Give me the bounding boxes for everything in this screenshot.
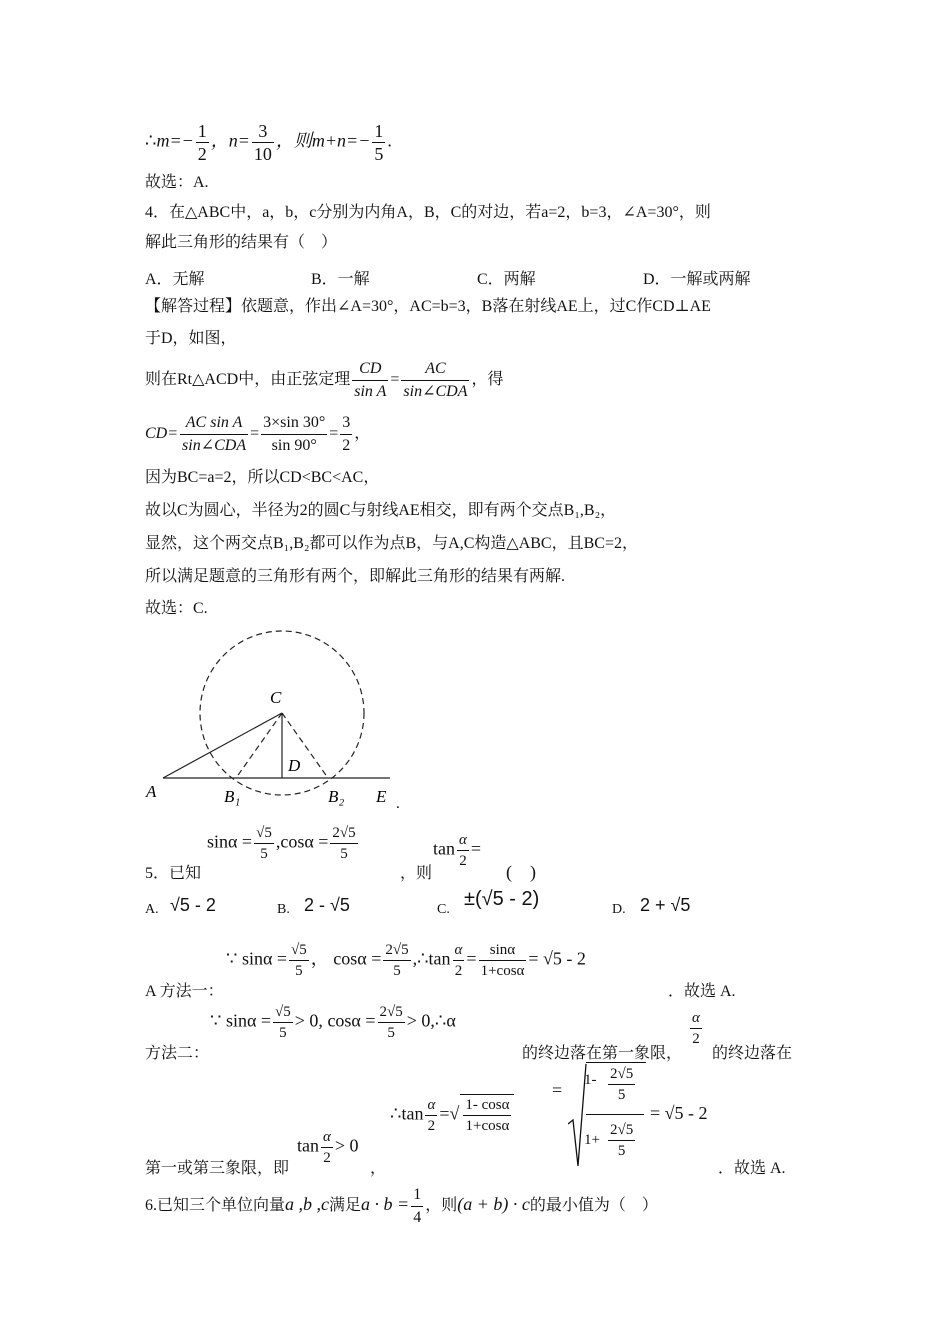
m1-result: = √5 - 2 bbox=[528, 948, 586, 969]
q4-cd-formula: CD= $\frac{\text{AC sin A}}{\text{sin∠CDA}}$ = $\frac{3\times\sin 30^\circ}{\sin 90^\circ}$ = $\frac{3}{2}$ ， bbox=[145, 412, 370, 457]
q5-method2-big-expr: ∴tan $\frac{\alpha}{2}$ =√ $\frac{1- \cos\alpha}{1+\cos\alpha}$ bbox=[390, 1094, 514, 1136]
q5-option-a-expr: √5 - 2 bbox=[170, 895, 216, 915]
m2-big-alpha: α bbox=[427, 1097, 436, 1113]
m1-sin-den: 5 bbox=[295, 963, 303, 979]
q4-circle: 故以C为圆心，半径为2的圆C与射线AE相交，即有两个交点B₁,B₂， bbox=[145, 502, 617, 519]
m1-sin: ∵ sinα = bbox=[226, 948, 288, 969]
q5-option-a-letter: A. bbox=[145, 902, 159, 917]
q6-stem-d: 的最小值为（ ） bbox=[529, 1197, 658, 1215]
q5-method1-expr: ∵ sinα = $\frac{√5}{5}$ ， cosα = $\frac{2√5}{5}$ ,∴tan $\frac{\alpha}{2}$ = $\frac{\sin\alpha}{1+\cos\alpha}$ = √5 - 2 bbox=[226, 942, 586, 979]
q4-option-d: D．一解或两解 bbox=[643, 271, 751, 288]
m2-gt2: > 0,∴α bbox=[406, 1010, 456, 1031]
q5-ask bbox=[433, 830, 481, 871]
q6-frac-num: 1 bbox=[411, 1184, 423, 1207]
inner-bot-label: 1+ bbox=[584, 1132, 600, 1148]
ask-tan: tan bbox=[433, 838, 455, 859]
m-numerator: 1 bbox=[197, 121, 207, 141]
q4-so: 所以满足题意的三角形有两个，即解此三角形的结果有两解. bbox=[145, 568, 566, 585]
q6-stem-c: ，则 bbox=[425, 1197, 458, 1215]
m-expression: m=− bbox=[156, 130, 194, 151]
q6-stem bbox=[145, 1184, 658, 1229]
m2-big-two: 2 bbox=[427, 1118, 436, 1134]
sine-frac2-den: sin∠CDA bbox=[403, 383, 468, 400]
segment-cb1 bbox=[236, 713, 282, 778]
m2-sin: ∵ sinα = bbox=[210, 1010, 272, 1031]
q5-method2-expr bbox=[210, 1002, 456, 1043]
q5-method2-tan-cond bbox=[297, 1127, 359, 1168]
cd-frac1-den: sin∠CDA bbox=[182, 437, 247, 454]
m2-half-two: 2 bbox=[692, 1031, 700, 1047]
q6-stem-a: 6.已知三个单位向量 bbox=[145, 1197, 286, 1215]
sum-denominator: 5 bbox=[374, 144, 384, 164]
m1-alpha: α bbox=[454, 942, 463, 958]
q5-method2-equals: = bbox=[552, 1080, 563, 1100]
q3-conclusion bbox=[145, 120, 392, 165]
m1-sin-num: √5 bbox=[289, 940, 309, 961]
m2-cond-two: 2 bbox=[323, 1150, 331, 1166]
q4-because: 因为BC=a=2，所以CD<BC<AC， bbox=[145, 469, 380, 486]
given-sin: sinα = bbox=[207, 831, 253, 852]
given-sin-num: √5 bbox=[254, 823, 274, 844]
m1-two: 2 bbox=[454, 963, 463, 979]
q5-method2-comma: ， bbox=[370, 1160, 387, 1177]
m2-sin-num: √5 bbox=[273, 1002, 293, 1023]
q6-frac-den: 4 bbox=[413, 1209, 422, 1226]
q5-option-c-expr: ±(√5 - 2) bbox=[464, 888, 540, 910]
m-denominator: 2 bbox=[197, 144, 207, 164]
m2-cond-gt: > 0 bbox=[334, 1135, 359, 1156]
q5-option-b-expr: 2 - √5 bbox=[304, 895, 350, 915]
sine-frac1-den: sin A bbox=[354, 383, 387, 400]
q4-obvious: 显然，这个两交点B₁,B₂都可以作为点B，与A,C构造△ABC，且BC=2， bbox=[145, 535, 638, 552]
q4-option-b: B．一解 bbox=[311, 271, 370, 288]
m2-cond-tan: tan bbox=[297, 1135, 319, 1156]
inner-top-num: 2√5 bbox=[608, 1064, 635, 1085]
q5-method2-quad2: 的终边落在 bbox=[712, 1045, 793, 1062]
q5-method1-label: A 方法一： bbox=[145, 983, 224, 1000]
cd-frac3-num: 3 bbox=[340, 412, 352, 435]
ask-alpha: α bbox=[459, 832, 467, 848]
q4-stem-line1: 4．在△ABC中，a，b，c分别为内角A，B，C的对边，若a=2，b=3，∠A=30°，则 bbox=[145, 204, 711, 221]
given-cos: ,cosα = bbox=[275, 831, 329, 852]
therefore-symbol: ∴ bbox=[145, 130, 157, 151]
sum-expression: ，则m+n=− bbox=[275, 130, 371, 151]
m2-cond-alpha: α bbox=[323, 1129, 331, 1145]
sine-law-suffix: ，得 bbox=[471, 371, 504, 389]
inner-bot-den: 5 bbox=[617, 1143, 626, 1159]
q6-stem-b: 满足 bbox=[329, 1197, 362, 1215]
m2-sin-den: 5 bbox=[279, 1025, 287, 1041]
m1-cos-num: 2√5 bbox=[383, 940, 410, 961]
label-d: D bbox=[288, 756, 301, 775]
q5-option-c-letter: C. bbox=[437, 902, 450, 917]
label-b1: B₁ bbox=[224, 787, 241, 806]
cd-suffix: ， bbox=[354, 425, 371, 443]
q5-option-d-letter: D. bbox=[612, 902, 626, 917]
q5-method2-line2: 第一或第三象限，即 bbox=[145, 1160, 290, 1177]
m2-cos: cosα = bbox=[327, 1010, 376, 1031]
label-c: C bbox=[270, 688, 282, 707]
cd-frac3-den: 2 bbox=[342, 437, 351, 454]
m2-gt: > 0, bbox=[294, 1010, 323, 1031]
given-cos-num: 2√5 bbox=[330, 823, 357, 844]
m2-cos-num: 2√5 bbox=[378, 1002, 405, 1023]
given-cos-den: 5 bbox=[340, 846, 348, 862]
q4-solution-line1: 【解答过程】依题意，作出∠A=30°，AC=b=3，B落在射线AE上，过C作CD⊥AE bbox=[145, 298, 711, 315]
cd-prefix: CD= bbox=[145, 425, 179, 443]
q5-option-d-expr: 2 + √5 bbox=[640, 895, 691, 915]
q4-answer: 故选：C. bbox=[145, 600, 208, 617]
label-a: A bbox=[146, 782, 157, 801]
inner-bot-frac bbox=[606, 1120, 637, 1161]
q5-method2-half bbox=[688, 1008, 704, 1049]
m1-cos: ， cosα = bbox=[310, 948, 382, 969]
q4-solution-line2: 于D，如图， bbox=[145, 330, 237, 347]
m1-frac-num: sinα bbox=[479, 940, 527, 961]
m1-frac-den: 1+cosα bbox=[480, 963, 525, 979]
radical-sign-icon: √ bbox=[449, 1103, 460, 1124]
cd-frac2-den: sin 90° bbox=[271, 437, 317, 454]
q5-method2-nested-radical bbox=[568, 1062, 646, 1170]
inner-top-den: 5 bbox=[617, 1087, 626, 1103]
q5-method1-tail: ．故选 A. bbox=[668, 983, 736, 1000]
q5-option-b-letter: B. bbox=[277, 902, 290, 917]
cd-frac1-num: AC sin A bbox=[185, 414, 243, 431]
main-fraction-bar bbox=[586, 1114, 644, 1115]
sine-frac1-num: CD bbox=[359, 360, 382, 377]
q4-option-c: C．两解 bbox=[477, 271, 536, 288]
n-denominator: 10 bbox=[253, 144, 272, 164]
m2-half-alpha: α bbox=[692, 1010, 700, 1026]
m2-rad-num: 1- cosα bbox=[463, 1095, 511, 1116]
q5-method2-label: 方法二： bbox=[145, 1045, 210, 1062]
cd-frac2-num: 3×sin 30° bbox=[261, 412, 327, 435]
given-sin-den: 5 bbox=[260, 846, 268, 862]
period: . bbox=[387, 130, 392, 151]
sum-numerator: 1 bbox=[374, 121, 384, 141]
q4-figure bbox=[140, 622, 420, 812]
segment-ac bbox=[163, 713, 282, 778]
q4-option-a: A．无解 bbox=[145, 271, 205, 288]
n-numerator: 3 bbox=[252, 120, 274, 143]
inner-bot-num: 2√5 bbox=[608, 1120, 635, 1141]
q5-method2-result: = √5 - 2 bbox=[650, 1103, 708, 1123]
m1-cos-den: 5 bbox=[393, 963, 401, 979]
q6-vectors: a ,b ,c bbox=[285, 1194, 330, 1215]
ask-equals: = bbox=[470, 838, 482, 859]
sine-law-prefix: 则在Rt△ACD中，由正弦定理 bbox=[145, 371, 351, 389]
label-e: E bbox=[376, 787, 387, 806]
q4-stem-line2: 解此三角形的结果有（ ） bbox=[145, 234, 338, 251]
q5-paren: ( ) bbox=[506, 862, 536, 882]
q6-dot-product: a · b = bbox=[361, 1194, 410, 1215]
n-expression: ，n= bbox=[210, 130, 250, 151]
m2-big-tan: ∴tan bbox=[390, 1103, 424, 1124]
inner-top-label: 1- bbox=[584, 1072, 597, 1088]
q4-sine-law: 则在Rt△ACD中，由正弦定理 $\frac{CD}{\text{sin A}}$ = $\frac{AC}{\text{sin∠CDA}}$ ，得 bbox=[145, 360, 504, 400]
sine-frac2-num: AC bbox=[425, 360, 446, 377]
label-b2: B₂ bbox=[328, 787, 345, 806]
m2-cos-den: 5 bbox=[387, 1025, 395, 1041]
q3-answer: 故选：A. bbox=[145, 174, 209, 191]
q5-then: ，则 bbox=[400, 865, 433, 882]
m2-rad-den: 1+cosα bbox=[465, 1118, 510, 1134]
m1-tan: ,∴tan bbox=[412, 948, 451, 969]
inner-top-frac bbox=[606, 1064, 637, 1105]
ask-two: 2 bbox=[459, 853, 467, 869]
q5-method2-tail: ．故选 A. bbox=[718, 1160, 786, 1177]
q6-expression: (a + b) · c bbox=[457, 1194, 530, 1215]
q5-number: 5．已知 bbox=[145, 865, 202, 882]
figure-period: . bbox=[396, 796, 400, 812]
q5-given bbox=[207, 823, 360, 864]
q5-method2-quad: 的终边落在第一象限， bbox=[522, 1045, 683, 1062]
